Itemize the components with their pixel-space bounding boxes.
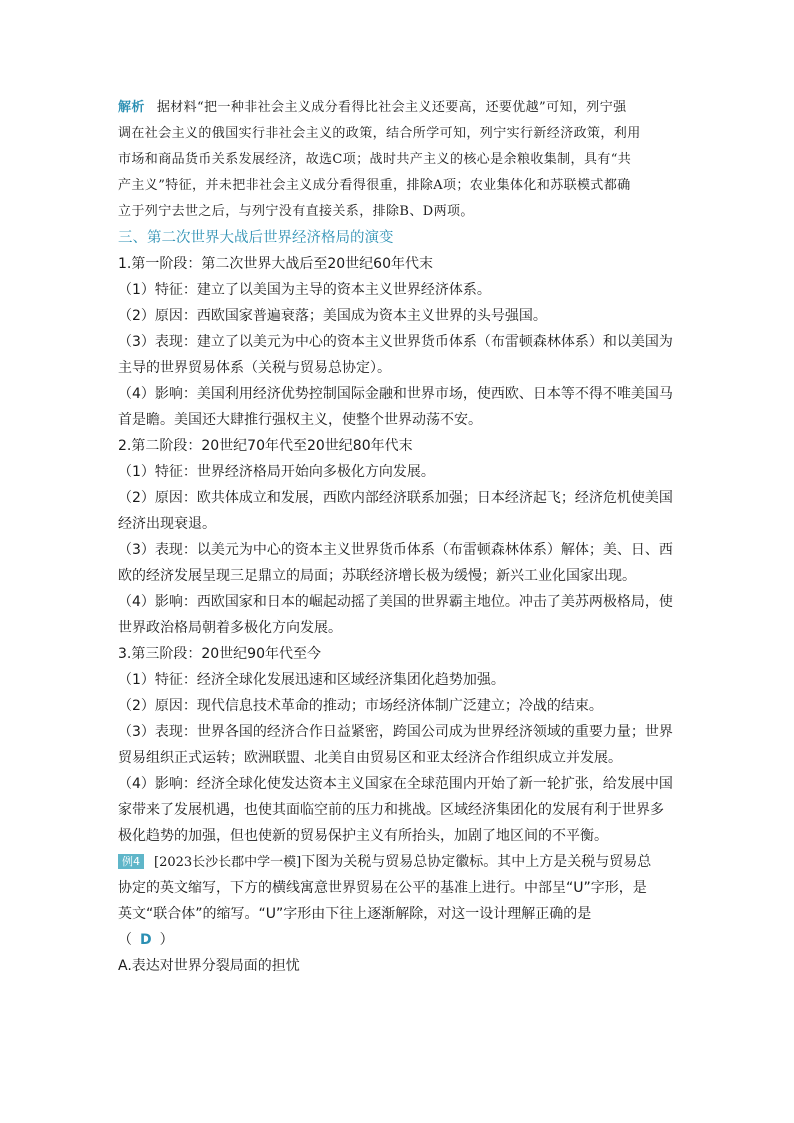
body-line: （3）表现：以美元为中心的资本主义世界货币体系（布雷顿森林体系）解体；美、日、西 [118, 542, 673, 558]
example-badge: 例4 [118, 854, 144, 869]
analysis-line: 调在社会主义的俄国实行非社会主义的政策，结合所学可知，列宁实行新经济政策，利用 [118, 126, 641, 141]
body-line: 世界政治格局朝着多极化方向发展。 [118, 620, 342, 636]
analysis-line [118, 95, 678, 121]
example-text: 下图为关税与贸易总协定徽标。其中上方是关税与贸易总 [301, 854, 652, 870]
example-source: [2023长沙长郡中学一模] [154, 855, 302, 870]
answer-line [118, 927, 678, 953]
body-line: （4）影响：美国利用经济优势控制国际金融和世界市场，使西欧、日本等不得不唯美国马 [118, 386, 673, 402]
answer-letter: D [140, 932, 152, 948]
body-line: （2）原因：欧共体成立和发展，西欧内部经济联系加强；日本经济起飞；经济危机使美国 [118, 490, 673, 506]
body-line: （1）特征：经济全球化发展迅速和区域经济集团化趋势加强。 [118, 672, 505, 688]
body-line: （2）原因：西欧国家普遍衰落；美国成为资本主义世界的头号强国。 [118, 308, 547, 324]
document-page [118, 95, 678, 979]
body-line: 主导的世界贸易体系（关税与贸易总协定）。 [118, 360, 391, 376]
paren-close: ） [159, 932, 174, 948]
body-line: （1）特征：建立了以美国为主导的资本主义世界经济体系。 [118, 282, 491, 298]
body-line: （3）表现：建立了以美元为中心的资本主义世界货币体系（布雷顿森林体系）和以美国为 [118, 334, 673, 350]
example-line [118, 849, 678, 875]
body-line: （3）表现：世界各国的经济合作日益紧密，跨国公司成为世界经济领域的重要力量；世界 [118, 724, 673, 740]
analysis-line: 市场和商品货币关系发展经济，故选C项；战时共产主义的核心是余粮收集制，具有“共 [118, 152, 632, 167]
analysis-block [118, 95, 678, 225]
section-body [118, 251, 678, 849]
body-line: 极化趋势的加强，但也使新的贸易保护主义有所抬头，加剧了地区间的不平衡。 [118, 828, 608, 844]
body-line: 贸易组织正式运转；欧洲联盟、北美自由贸易区和亚太经济合作组织成立并发展。 [118, 750, 622, 766]
body-line: 家带来了发展机遇，也使其面临空前的压力和挑战。区域经济集团化的发展有利于世界多 [118, 802, 664, 818]
body-line: （2）原因：现代信息技术革命的推动；市场经济体制广泛建立；冷战的结束。 [118, 698, 603, 714]
example-line: 协定的英文缩写，下方的横线寓意世界贸易在公平的基准上进行。中部呈“U”字形，是 [118, 880, 647, 896]
analysis-line: 立于列宁去世之后，与列宁没有直接关系，排除B、D两项。 [118, 204, 474, 219]
paren-open: （ [118, 932, 132, 948]
analysis-label: 解析 [118, 100, 145, 115]
body-line: 经济出现衰退。 [118, 516, 216, 532]
option-a: A.表达对世界分裂局面的担忧 [118, 958, 300, 974]
analysis-line: 产主义”特征，并未把非社会主义成分看得很重，排除A项；农业集体化和苏联模式都确 [118, 178, 631, 193]
section-heading: 三、第二次世界大战后世界经济格局的演变 [118, 230, 394, 246]
stage-heading: 3.第三阶段：20世纪90年代至今 [118, 646, 321, 662]
stage-heading: 1.第一阶段：第二次世界大战后至20世纪60年代末 [118, 256, 433, 272]
example-block [118, 849, 678, 979]
body-line: 欧的经济发展呈现三足鼎立的局面；苏联经济增长极为缓慢；新兴工业化国家出现。 [118, 568, 636, 584]
body-line: 首是瞻。美国还大肆推行强权主义，使整个世界动荡不安。 [118, 412, 482, 428]
body-line: （4）影响：西欧国家和日本的崛起动摇了美国的世界霸主地位。冲击了美苏两极格局，使 [118, 594, 673, 610]
analysis-text: 据材料“把一种非社会主义成分看得比社会主义还要高，还要优越”可知，列宁强 [156, 100, 627, 115]
body-line: （4）影响：经济全球化使发达资本主义国家在全球范围内开始了新一轮扩张，给发展中国 [118, 776, 673, 792]
body-line: （1）特征：世界经济格局开始向多极化方向发展。 [118, 464, 435, 480]
example-line: 英文“联合体”的缩写。“U”字形由下往上逐渐解除，对这一设计理解正确的是 [118, 906, 592, 922]
stage-heading: 2.第二阶段：20世纪70年代至20世纪80年代末 [118, 438, 413, 454]
